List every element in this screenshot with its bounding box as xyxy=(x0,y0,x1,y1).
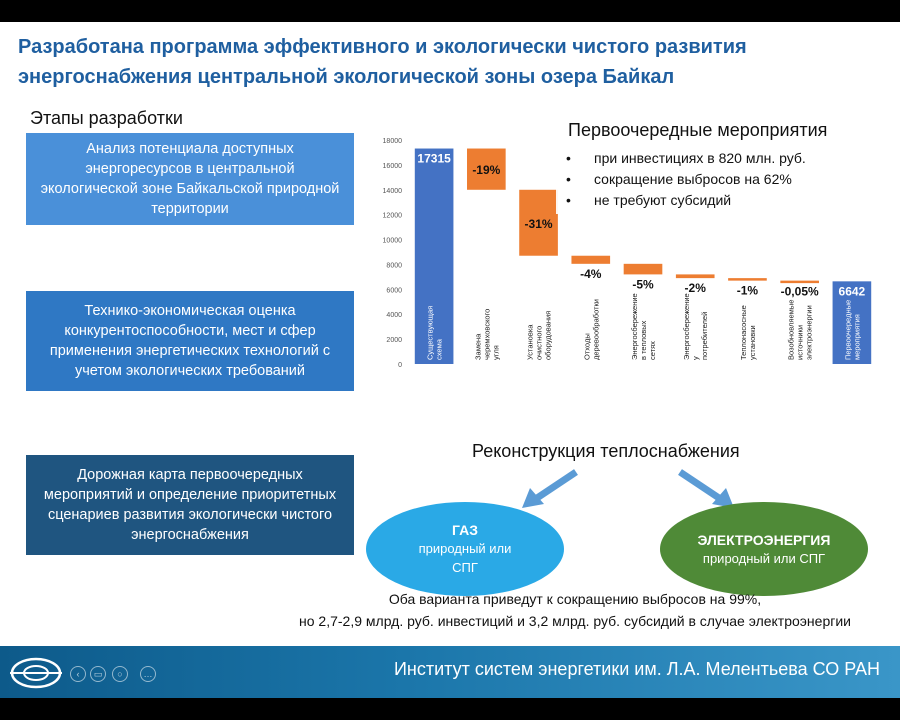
data-label: -4% xyxy=(580,266,602,281)
electricity-line1: природный или СПГ xyxy=(702,550,826,566)
gas-line2: СПГ xyxy=(452,560,478,575)
bar xyxy=(676,274,715,278)
page-title: Разработана программа эффективного и экологически чистого развития энергоснабжения центральной экологической зоны озера Байкал xyxy=(18,36,747,88)
stages-heading: Этапы разработки xyxy=(30,108,183,128)
slide xyxy=(0,22,900,698)
data-label: -1% xyxy=(736,283,759,298)
bar xyxy=(571,256,610,264)
y-tick-label: 12000 xyxy=(382,212,402,220)
data-label: -2% xyxy=(684,281,706,296)
y-tick-label: 16000 xyxy=(382,162,402,170)
zoom-icon[interactable]: ○ xyxy=(112,666,128,682)
conclusion-line-2: но 2,7-2,9 млрд. руб. инвестиций и 3,2 млрд. руб. субсидий в случае электроэнергии xyxy=(299,613,851,629)
y-tick-label: 2000 xyxy=(386,337,402,345)
info-item: • сокращение выбросов на 62% xyxy=(566,171,792,187)
stage-box-2: Технико-экономическая оценка конкурентоспособности, мест и сфер применения энергетических технологий с учетом экологических требований xyxy=(26,291,354,391)
category-label: Заменачеремховскогоугля xyxy=(473,308,501,360)
category-label: Возобновляемыеисточникиэлектроэнергии xyxy=(786,299,814,360)
data-label: -31% xyxy=(524,216,553,231)
y-tick-label: 18000 xyxy=(382,138,402,145)
info-item: • при инвестициях в 820 млн. руб. xyxy=(566,150,806,166)
category-label: Установкаочистногооборудования xyxy=(525,310,553,360)
y-tick-label: 0 xyxy=(398,362,402,369)
conclusion-line-1: Оба варианта приведут к сокращению выбросов на 99%, xyxy=(388,591,762,607)
arrow-right-down-icon xyxy=(676,468,736,510)
previous-icon[interactable]: ‹ xyxy=(70,666,86,682)
category-label: Первоочередныемероприятия xyxy=(843,299,862,360)
y-tick-label: 8000 xyxy=(386,262,402,270)
category-label: Теплонасосныеустановки xyxy=(738,305,757,360)
conclusion xyxy=(250,588,900,632)
gas-option xyxy=(366,502,564,596)
stage-box-1: Анализ потенциала доступных энергоресурсов в центральной экологической зоне Байкальской природной территории xyxy=(26,133,354,225)
data-label: 17315 xyxy=(417,151,451,166)
info-item: • не требуют субсидий xyxy=(566,192,732,208)
stage-box-3: Дорожная карта первоочередных мероприятий и определение приоритетных сценариев развития экологически чистого энергоснабжения xyxy=(26,455,354,555)
arrow-left-down-icon xyxy=(520,468,580,510)
category-label: Энергосбережениев тепловыхсетях xyxy=(630,293,657,360)
bottom-bar xyxy=(0,698,900,720)
info-list xyxy=(566,148,806,211)
gas-title: ГАЗ xyxy=(452,522,478,538)
data-label: -0,05% xyxy=(780,284,819,299)
gas-line1: природный или xyxy=(418,541,512,556)
institute-logo-icon xyxy=(8,656,64,690)
data-label: 6642 xyxy=(838,284,866,299)
y-tick-label: 6000 xyxy=(386,287,402,295)
y-tick-label: 10000 xyxy=(382,237,402,245)
footer-text: Институт систем энергетики им. Л.А. Мелентьева СО РАН xyxy=(393,659,880,679)
bar xyxy=(780,281,819,284)
bar xyxy=(624,264,663,275)
data-label: -5% xyxy=(632,277,654,292)
reconstruction-title: Реконструкция теплоснабжения xyxy=(472,441,740,461)
footer xyxy=(0,646,900,698)
category-label: Отходыдеревообработки xyxy=(582,299,601,360)
electricity-title: ЭЛЕКТРОЭНЕРГИЯ xyxy=(697,531,831,548)
more-options-icon[interactable]: … xyxy=(140,666,156,682)
data-label: -19% xyxy=(472,163,501,178)
y-tick-label: 14000 xyxy=(382,187,402,195)
category-label: Существующаясхема xyxy=(425,305,444,360)
bar xyxy=(728,278,767,281)
y-tick-label: 4000 xyxy=(386,312,402,320)
category-label: Энергосбережениеупотребителей xyxy=(682,293,710,360)
slides-icon[interactable]: ▭ xyxy=(90,666,106,682)
info-box xyxy=(556,114,886,214)
electricity-option xyxy=(660,502,868,596)
info-title: Первоочередные мероприятия xyxy=(568,120,828,140)
